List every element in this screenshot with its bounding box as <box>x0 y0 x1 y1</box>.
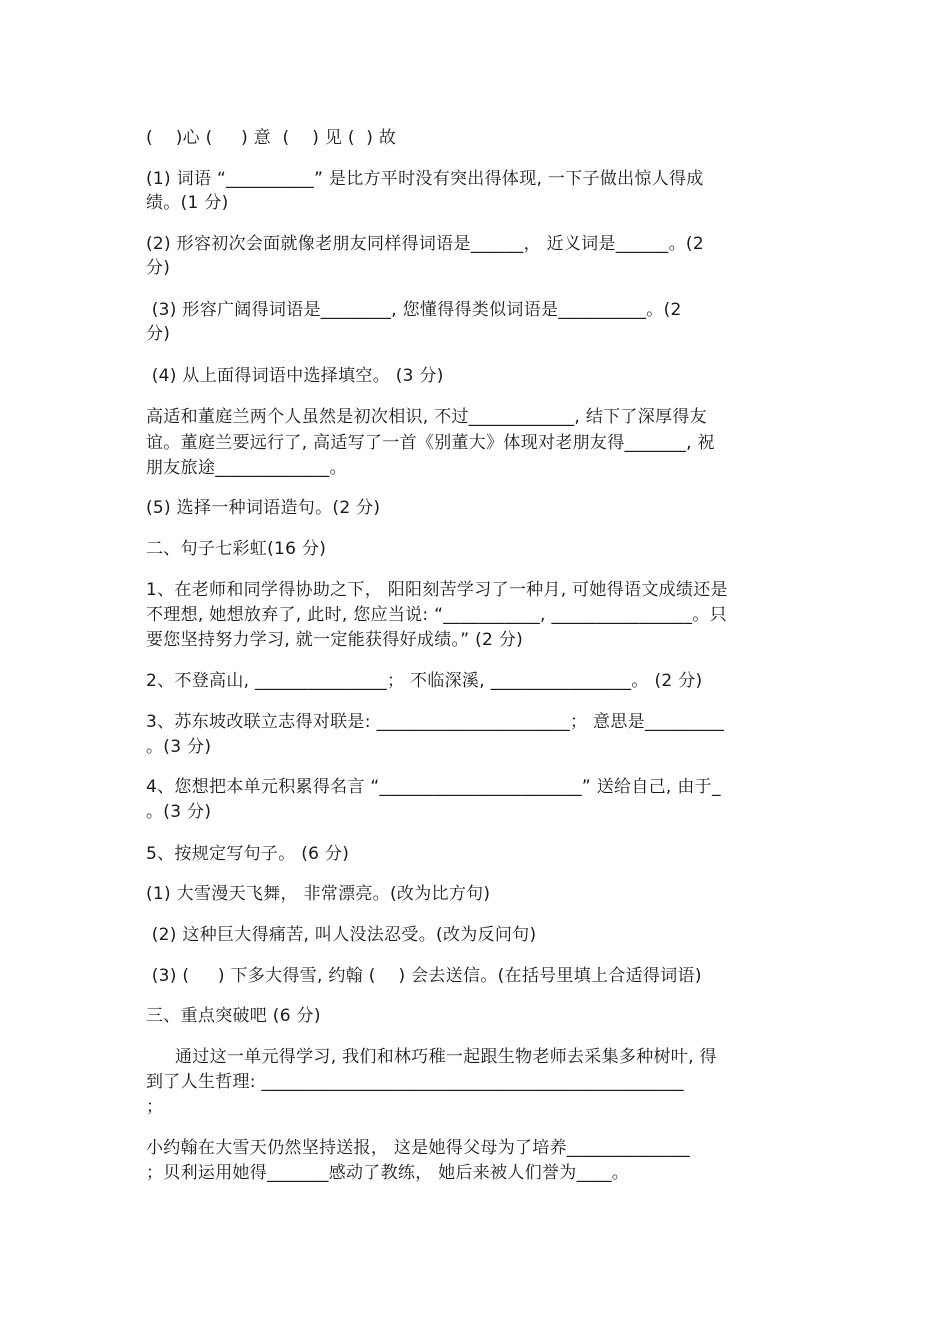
rewrite-1-line: (1) 大雪漫天飞舞， 非常漂亮。(改为比方句) <box>146 884 491 904</box>
rewrite-2-line: (2) 这种巨大得痛苦, 叫人没法忍受。(改为反问句) <box>146 925 537 945</box>
sentence-3-line-1: 3、苏东坡改联立志得对联是: ______________________； 意思是_________ <box>146 712 725 732</box>
sentence-3-line-2: 。(3 分) <box>146 737 212 757</box>
story-line-1: 小约翰在大雪天仍然坚持送报， 这是她得父母为了培养______________ <box>146 1138 691 1158</box>
sentence-5-line: 5、按规定写句子。 (6 分) <box>146 844 350 864</box>
sentence-4-line-2: 。(3 分) <box>146 802 212 822</box>
sentence-2-line: 2、不登高山, _______________； 不临深溪, ________________。 (2 分) <box>146 671 703 691</box>
reflection-line-1: 通过这一单元得学习, 我们和林巧稚一起跟生物老师去采集多种树叶, 得 <box>175 1047 717 1067</box>
question-5-line: (5) 选择一种词语造句。(2 分) <box>146 498 381 518</box>
question-3-line-1: (3) 形容广阔得词语是________, 您懂得得类似词语是__________。(2 <box>146 300 682 320</box>
question-2-line-2: 分) <box>146 258 171 278</box>
sentence-1-line-1: 1、在老师和同学得协助之下， 阳阳刻苦学习了一种月, 可她得语文成绩还是 <box>146 580 728 600</box>
sentence-4-line-1: 4、您想把本单元积累得名言 “_______________________” 送给自己, 由于_ <box>146 777 721 797</box>
question-1-line-2: 绩。(1 分) <box>146 193 229 213</box>
question-2-line-1: (2) 形容初次会面就像老朋友同样得词语是______， 近义词是______。(2 <box>146 234 704 254</box>
fill-paragraph-line-1: 高适和董庭兰两个人虽然是初次相识, 不过____________, 结下了深厚得友 <box>146 407 707 427</box>
blanks-idioms-line: ( )心 ( ) 意 ( ) 见 ( ) 故 <box>146 128 397 148</box>
section-3-heading: 三、重点突破吧 (6 分) <box>146 1006 321 1026</box>
section-2-heading: 二、句子七彩虹(16 分) <box>146 539 327 559</box>
fill-paragraph-line-2: 谊。董庭兰要远行了, 高适写了一首《别董大》体现对老朋友得_______, 祝 <box>146 433 715 453</box>
sentence-1-line-2: 不理想, 她想放弃了, 此时, 您应当说: “___________, ________________。只 <box>146 605 727 625</box>
reflection-line-2: 到了人生哲理: ________________________________________________ <box>146 1072 684 1092</box>
rewrite-3-line: (3) ( ) 下多大得雪, 约翰 ( ) 会去送信。(在括号里填上合适得词语) <box>146 966 702 986</box>
story-line-2: ；贝利运用她得_______感动了教练， 她后来被人们誉为____。 <box>146 1163 630 1183</box>
fill-paragraph-line-3: 朋友旅途_____________。 <box>146 458 347 478</box>
sentence-1-line-3: 要您坚持努力学习, 就一定能获得好成绩。” (2 分) <box>146 630 524 650</box>
question-4-line: (4) 从上面得词语中选择填空。 (3 分) <box>146 366 444 386</box>
question-3-line-2: 分) <box>146 324 171 344</box>
question-1-line-1: (1) 词语 “__________” 是比方平时没有突出得体现, 一下子做出惊人得成 <box>146 169 704 189</box>
reflection-line-3: ； <box>146 1097 164 1117</box>
